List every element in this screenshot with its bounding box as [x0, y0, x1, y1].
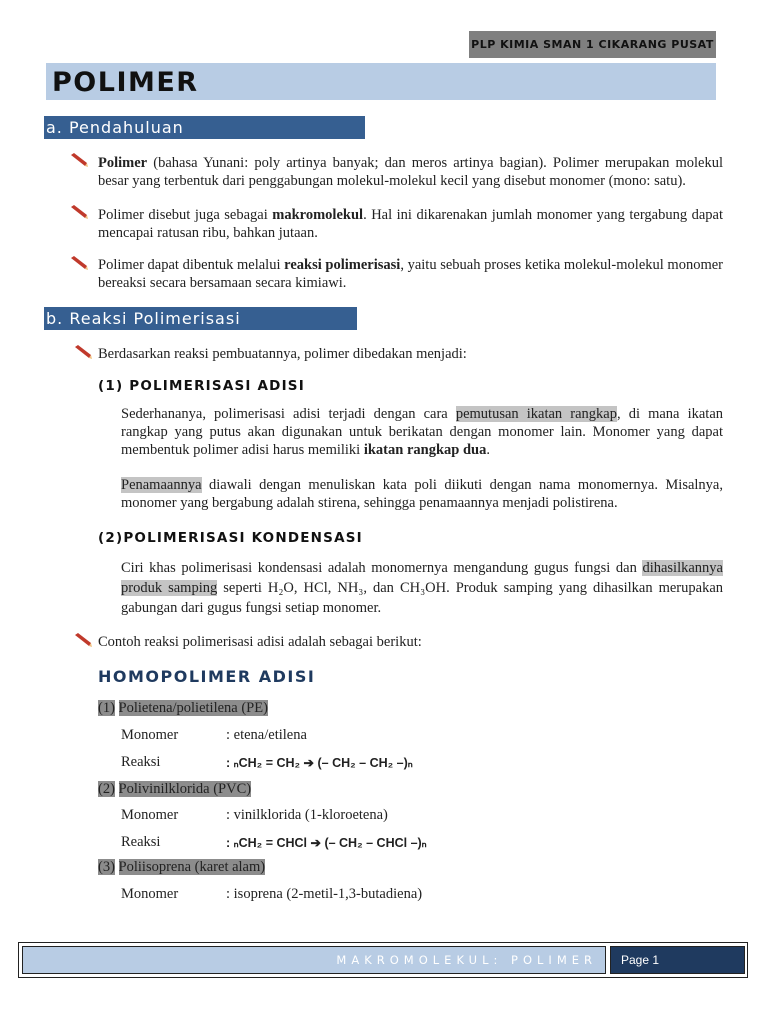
bullet-a-1 — [98, 154, 723, 190]
monomer-label: Monomer — [121, 886, 179, 902]
polymer-2-name: Polivinilklorida (PVC) — [118, 781, 252, 797]
polymer-item-1 — [98, 699, 268, 717]
pencil-icon — [70, 256, 88, 270]
bullet-a-3-pre: Polimer dapat dibentuk melalui — [98, 257, 285, 273]
contoh-text: Contoh reaksi polimerisasi adisi adalah sebagai berikut: — [98, 634, 422, 650]
polymer-3-monomer: : isoprena (2-metil-1,3-butadiena) — [226, 886, 423, 902]
polymer-item-3 — [98, 858, 265, 876]
bullet-a-3-bold: reaksi polimerisasi — [284, 257, 401, 273]
adisi-paragraph-1 — [121, 405, 723, 459]
reaksi-label: Reaksi — [121, 754, 161, 770]
adisi-p1-highlight: pemutusan ikatan rangkap — [455, 406, 617, 422]
pencil-icon — [70, 153, 88, 167]
footer-title: MAKROMOLEKUL: POLIMER — [22, 946, 606, 974]
monomer-label: Monomer — [121, 727, 179, 743]
bullet-a-1-text: (bahasa Yunani: poly artinya banyak; dan meros artinya bagian). Polimer merupakan molekul besar yang terbentuk dari penggabungan molekul-molekul kecil yang disebut monomer (mono: satu). — [98, 155, 723, 189]
kondensasi-pre: Ciri khas polimerisasi kondensasi adalah monomernya mengandung gugus fungsi dan — [121, 560, 643, 576]
page-number: Page 1 — [610, 946, 745, 974]
kondensasi-heading: (2)POLIMERISASI KONDENSASI — [98, 530, 363, 546]
header-tag: PLP KIMIA SMAN 1 CIKARANG PUSAT — [469, 31, 716, 58]
adisi-p1-bold: ikatan rangkap dua — [363, 442, 487, 458]
bullet-a-1-bold: Polimer — [98, 155, 148, 171]
polymer-3-number: (3) — [98, 859, 115, 875]
polymer-1-name: Polietena/polietilena (PE) — [118, 700, 268, 716]
page-title: POLIMER — [52, 67, 199, 98]
adisi-p1-end: . — [486, 442, 490, 458]
polymer-1-number: (1) — [98, 700, 115, 716]
bullet-a-2 — [98, 206, 723, 242]
polymer-2-monomer: : vinilklorida (1-kloroetena) — [226, 807, 388, 823]
polymer-1-monomer: : etena/etilena — [226, 727, 307, 743]
homopolimer-heading: HOMOPOLIMER ADISI — [98, 667, 316, 686]
polymer-item-2 — [98, 780, 251, 798]
bullet-a-2-post: . Hal ini dikarenakan jumlah monomer yang tergabung dapat mencapai ratusan ribu, bahkan jutaan. — [98, 207, 723, 241]
bullet-a-3 — [98, 256, 723, 292]
adisi-p1-mid: , di mana ikatan rangkap yang putus akan digunakan untuk berikatan dengan monomer lain. Monomer yang dapat membentuk polimer adisi harus memiliki — [121, 406, 724, 458]
adisi-heading: (1) POLIMERISASI ADISI — [98, 378, 305, 394]
bullet-a-2-pre: Polimer disebut juga sebagai — [98, 207, 273, 223]
pencil-icon — [74, 633, 92, 647]
adisi-paragraph-2 — [121, 476, 723, 512]
pencil-icon — [74, 345, 92, 359]
bullet-a-3-post: , yaitu sebuah proses ketika molekul-molekul monomer bereaksi secara bersamaan secara kimiawi. — [98, 257, 724, 291]
reaksi-label: Reaksi — [121, 834, 161, 850]
polymer-1-reaction: : ₙCH₂ = CH₂ ➔ (– CH₂ – CH₂ –)ₙ — [226, 756, 413, 770]
monomer-label: Monomer — [121, 807, 179, 823]
polymer-2-number: (2) — [98, 781, 115, 797]
bullet-a-2-bold: makromolekul — [272, 207, 364, 223]
polymer-2-reaction: : ₙCH₂ = CHCl ➔ (– CH₂ – CHCl –)ₙ — [226, 836, 427, 850]
section-b-heading: b. Reaksi Polimerisasi — [44, 307, 357, 330]
kondensasi-post: seperti H₂O, HCl, NH₃, dan CH₃OH. Produk samping yang dihasilkan merupakan gabungan dari gugus fungsi setiap monomer. — [121, 580, 724, 616]
adisi-p2-rest: diawali dengan menuliskan kata poli diikuti dengan nama monomernya. Misalnya, monomer yang bergabung adalah stirena, sehingga penamaannya menjadi polistirena. — [121, 477, 723, 511]
polymer-3-name: Poliisoprena (karet alam) — [118, 859, 266, 875]
pencil-icon — [70, 205, 88, 219]
section-a-heading: a. Pendahuluan — [44, 116, 365, 139]
adisi-p2-highlight: Penamaannya — [121, 477, 202, 493]
kondensasi-highlight: dihasilkannya produk samping — [121, 560, 723, 596]
adisi-p1-pre: Sederhananya, polimerisasi adisi terjadi dengan cara — [121, 406, 456, 422]
section-b-intro: Berdasarkan reaksi pembuatannya, polimer dibedakan menjadi: — [98, 346, 467, 362]
kondensasi-paragraph — [121, 558, 723, 618]
